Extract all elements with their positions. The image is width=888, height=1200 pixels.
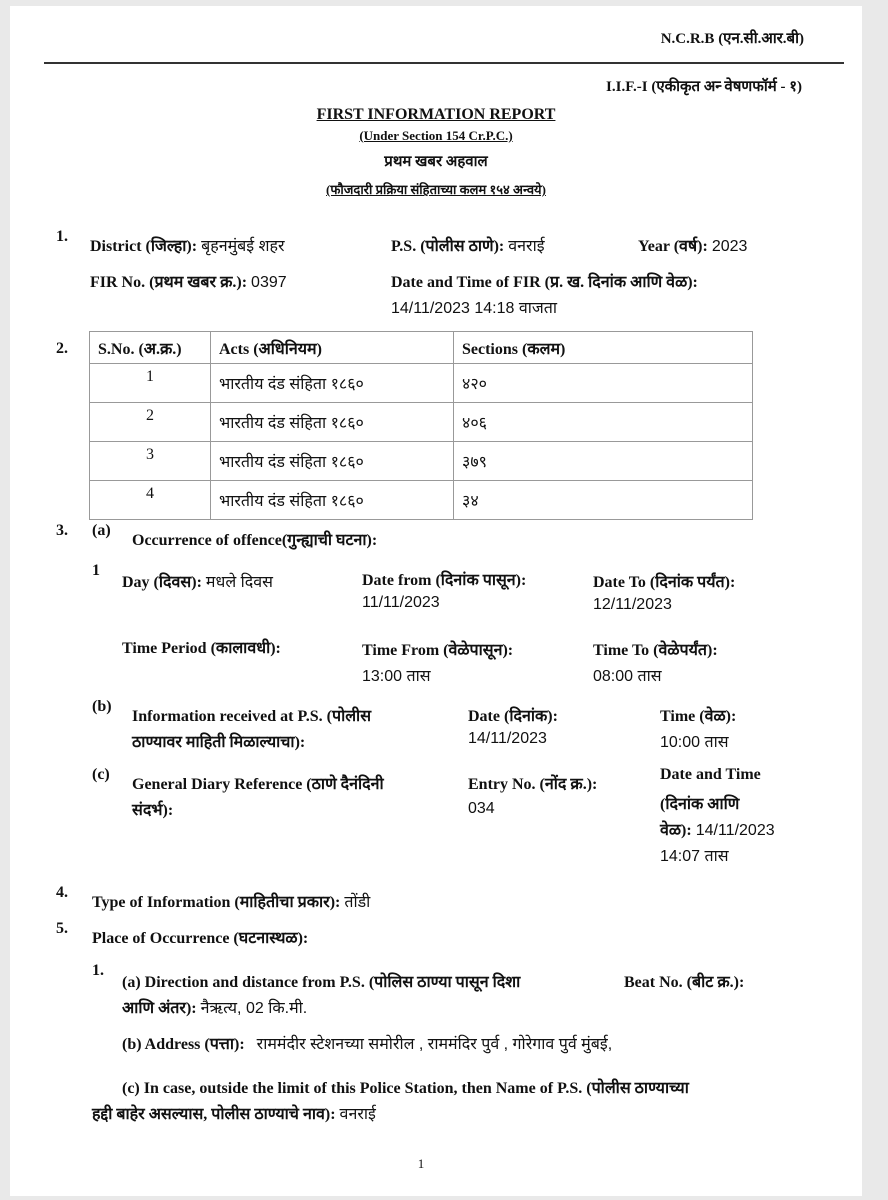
date-to-label: Date To (दिनांक पर्यंत): xyxy=(593,574,736,591)
district-field xyxy=(90,234,285,256)
address-label: (b) Address (पत्ता): xyxy=(122,1036,245,1053)
s3-sub-number: 1 xyxy=(92,562,100,579)
s3-b-marker: (b) xyxy=(92,698,112,715)
row-sno: 2 xyxy=(90,403,211,442)
direction-value: नैऋत्य, 02 कि.मी. xyxy=(200,1000,308,1017)
time-to-label: Time To (वेळेपर्यंत): xyxy=(593,642,718,659)
gd-reference-label-2: संदर्भ): xyxy=(132,802,174,819)
info-date-value: 14/11/2023 xyxy=(468,730,547,747)
row-section: ४०६ xyxy=(454,403,753,442)
row-act: भारतीय दंड संहिता १८६० xyxy=(211,403,454,442)
fir-number-value: 0397 xyxy=(251,274,287,291)
table-row xyxy=(90,481,753,520)
occurrence-title: Occurrence of offence(गुन्ह्याची घटना): xyxy=(132,532,378,549)
row-sno: 3 xyxy=(90,442,211,481)
doc-subtitle-mr: (फौजदारी प्रक्रिया संहिताच्या कलम १५४ अन्वये) xyxy=(326,182,546,197)
address-field xyxy=(122,1032,612,1054)
gd-datetime-field xyxy=(660,818,775,840)
header-sno: S.No. (अ.क्र.) xyxy=(90,332,211,364)
district-value: बृहनमुंबई शहर xyxy=(201,238,285,255)
entry-no-label: Entry No. (नोंद क्र.): xyxy=(468,776,598,793)
info-received-label-2: ठाण्यावर माहिती मिळाल्याचा): xyxy=(132,734,306,751)
year-value: 2023 xyxy=(711,238,748,255)
address-value: राममंदीर स्टेशनच्या समोरील , राममंदिर पुर्व , गोरेगाव पुर्व मुंबई, xyxy=(256,1036,613,1053)
ncrb-header: N.C.R.B (एन.सी.आर.बी) xyxy=(660,31,804,47)
fir-number-label: FIR No. (प्रथम खबर क्र.): xyxy=(90,274,248,291)
row-act: भारतीय दंड संहिता १८६० xyxy=(211,364,454,403)
row-sno: 4 xyxy=(90,481,211,520)
time-period-label: Time Period (कालावधी): xyxy=(122,640,281,657)
fir-page xyxy=(10,6,862,1196)
info-date-label: Date (दिनांक): xyxy=(468,708,558,725)
s3-a-marker: (a) xyxy=(92,522,111,539)
page-number: 1 xyxy=(417,1156,425,1171)
info-type-label: Type of Information (माहितीचा प्रकार): xyxy=(92,894,341,911)
time-from-label: Time From (वेळेपासून): xyxy=(362,642,514,659)
section-3-number: 3. xyxy=(56,522,68,539)
ps-value: वनराई xyxy=(508,238,545,255)
s3-c-marker: (c) xyxy=(92,766,110,783)
row-section: ४२० xyxy=(454,364,753,403)
outside-limit-label-1: (c) In case, outside the limit of this Police Station, then Name of P.S. (पोलीस ठाण्याच्या xyxy=(122,1080,689,1097)
acts-table xyxy=(89,331,753,520)
header-acts: Acts (अधिनियम) xyxy=(211,332,454,364)
gd-datetime-label-2: (दिनांक आणि xyxy=(660,796,740,813)
gd-datetime-label-1: Date and Time xyxy=(660,766,761,783)
date-to-value: 12/11/2023 xyxy=(593,596,672,613)
date-from-value: 11/11/2023 xyxy=(362,594,440,611)
header-sections: Sections (कलम) xyxy=(454,332,753,364)
ps-label: P.S. (पोलीस ठाणे): xyxy=(391,238,505,255)
section-1-number: 1. xyxy=(56,228,68,245)
direction-label-1: (a) Direction and distance from P.S. (पोलिस ठाण्या पासून दिशा xyxy=(122,974,521,991)
doc-subtitle: (Under Section 154 Cr.P.C.) xyxy=(359,128,513,143)
section-5-number: 5. xyxy=(56,920,68,937)
gd-datetime-value-1: 14/11/2023 xyxy=(695,822,775,839)
row-act: भारतीय दंड संहिता १८६० xyxy=(211,442,454,481)
info-received-label-1: Information received at P.S. (पोलीस xyxy=(132,708,372,725)
header-divider xyxy=(44,62,844,64)
info-time-value: 10:00 तास xyxy=(660,734,729,751)
day-value: मधले दिवस xyxy=(205,574,273,591)
outside-limit-value: वनराई xyxy=(339,1106,376,1123)
time-from-value: 13:00 तास xyxy=(362,668,431,685)
info-type-field xyxy=(92,890,370,912)
fir-datetime-label: Date and Time of FIR (प्र. ख. दिनांक आणि वेळ): xyxy=(391,274,698,291)
direction-label-2: आणि अंतर): xyxy=(122,1000,197,1017)
gd-reference-label-1: General Diary Reference (ठाणे दैनंदिनी xyxy=(132,776,384,793)
fir-datetime-value: 14/11/2023 14:18 वाजता xyxy=(391,300,557,317)
row-section: ३७९ xyxy=(454,442,753,481)
outside-limit-label-2: हद्दी बाहेर असल्यास, पोलीस ठाण्याचे नाव): xyxy=(92,1106,336,1123)
time-to-value: 08:00 तास xyxy=(593,668,662,685)
table-row xyxy=(90,364,753,403)
entry-no-value: 034 xyxy=(468,800,495,817)
year-field xyxy=(638,234,747,256)
form-id: I.I.F.-I (एकीकृत अन्‍ वेषणफॉर्म - १) xyxy=(606,79,802,95)
direction-field xyxy=(122,996,307,1018)
beat-no-label: Beat No. (बीट क्र.): xyxy=(624,974,745,991)
fir-number-field xyxy=(90,270,287,292)
doc-title: FIRST INFORMATION REPORT xyxy=(316,106,556,123)
outside-limit-field xyxy=(92,1102,376,1124)
day-field xyxy=(122,570,273,592)
info-type-value: तोंडी xyxy=(344,894,371,911)
s5-sub-number: 1. xyxy=(92,962,104,979)
section-2-number: 2. xyxy=(56,340,68,357)
gd-datetime-value-2: 14:07 तास xyxy=(660,848,729,865)
acts-table-header xyxy=(90,332,753,364)
district-label: District (जिल्हा): xyxy=(90,238,198,255)
table-row xyxy=(90,403,753,442)
row-act: भारतीय दंड संहिता १८६० xyxy=(211,481,454,520)
place-occurrence-label: Place of Occurrence (घटनास्थळ): xyxy=(92,930,309,947)
day-label: Day (दिवस): xyxy=(122,574,202,591)
row-sno: 1 xyxy=(90,364,211,403)
section-4-number: 4. xyxy=(56,884,68,901)
row-section: ३४ xyxy=(454,481,753,520)
info-time-label: Time (वेळ): xyxy=(660,708,737,725)
table-row xyxy=(90,442,753,481)
doc-title-mr: प्रथम खबर अहवाल xyxy=(384,154,488,170)
date-from-label: Date from (दिनांक पासून): xyxy=(362,572,527,589)
police-station-field xyxy=(391,234,545,256)
year-label: Year (वर्ष): xyxy=(638,238,708,255)
gd-datetime-label-3: वेळ): xyxy=(660,822,692,839)
